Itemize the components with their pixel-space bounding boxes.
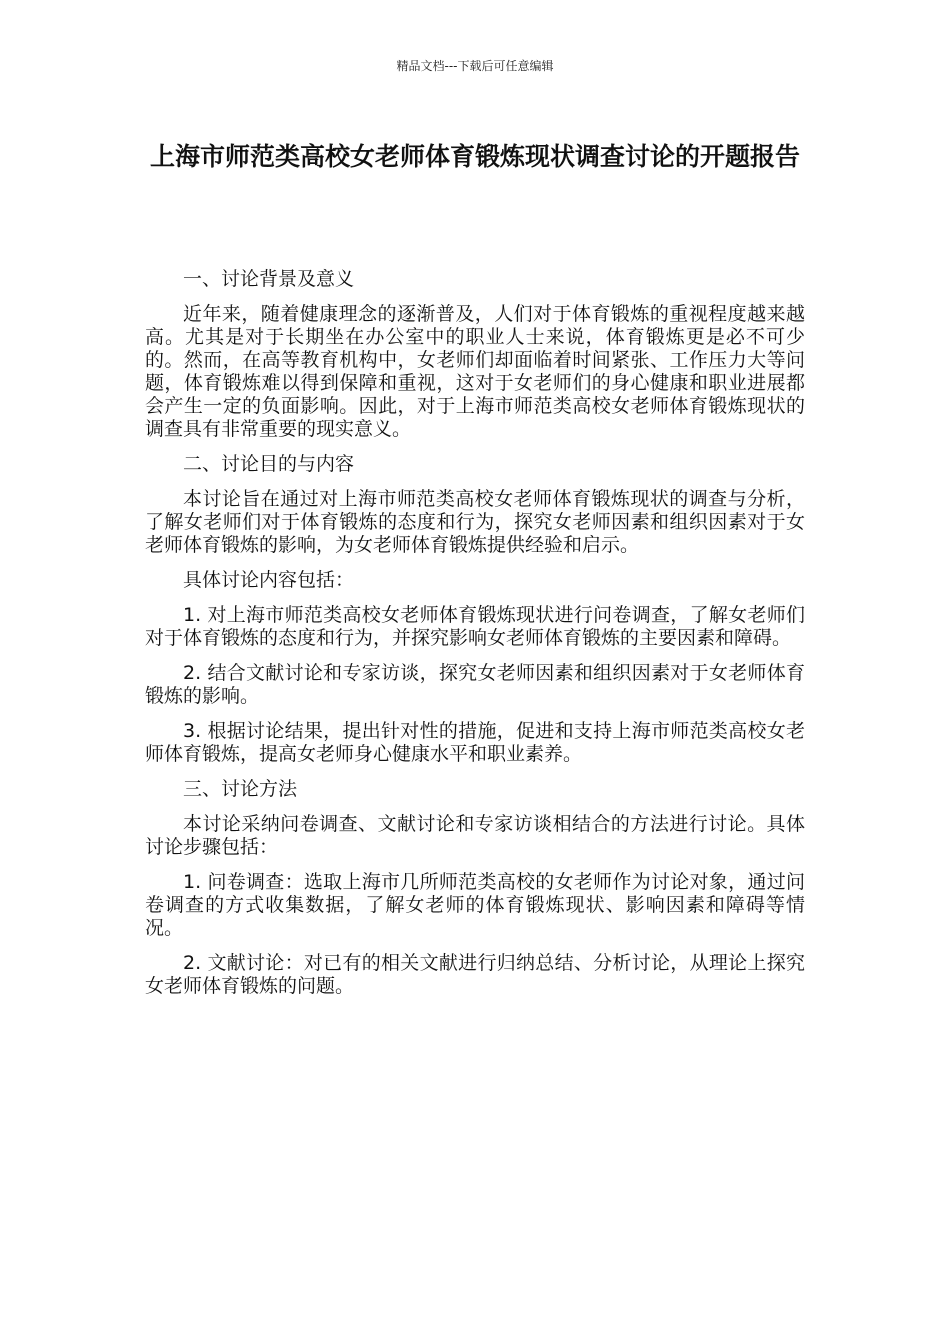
- header-note: 精品文档---下载后可任意编辑: [396, 59, 554, 73]
- section-heading-purpose: 二、讨论目的与内容: [183, 453, 355, 475]
- list-item-content-2: 2. 结合文献讨论和专家访谈，探究女老师因素和组织因素对于女老师体育锻炼的影响。: [145, 662, 805, 707]
- list-item-content-3: 3. 根据讨论结果，提出针对性的措施，促进和支持上海市师范类高校女老师体育锻炼，提高女老师身心健康水平和职业素养。: [145, 720, 805, 765]
- paragraph-content-intro: 具体讨论内容包括：: [183, 569, 355, 591]
- paragraph-purpose: 本讨论旨在通过对上海市师范类高校女老师体育锻炼现状的调查与分析，了解女老师们对于体育锻炼的态度和行为，探究女老师因素和组织因素对于女老师体育锻炼的影响，为女老师体育锻炼提供经验和启示。: [145, 488, 805, 556]
- section-heading-method: 三、讨论方法: [183, 778, 298, 800]
- list-item-content-1: 1. 对上海市师范类高校女老师体育锻炼现状进行问卷调查，了解女老师们对于体育锻炼的态度和行为，并探究影响女老师体育锻炼的主要因素和障碍。: [145, 604, 805, 649]
- list-item-method-2: 2. 文献讨论：对已有的相关文献进行归纳总结、分析讨论，从理论上探究女老师体育锻炼的问题。: [145, 952, 805, 997]
- paragraph-method: 本讨论采纳问卷调查、文献讨论和专家访谈相结合的方法进行讨论。具体讨论步骤包括：: [145, 813, 805, 858]
- document-title: 上海市师范类高校女老师体育锻炼现状调查讨论的开题报告: [149, 142, 800, 171]
- section-heading-background: 一、讨论背景及意义: [183, 268, 355, 290]
- document-body: [145, 268, 805, 1010]
- paragraph-background: 近年来，随着健康理念的逐渐普及，人们对于体育锻炼的重视程度越来越高。尤其是对于长期坐在办公室中的职业人士来说，体育锻炼更是必不可少的。然而，在高等教育机构中，女老师们却面临着时间紧张、工作压力大等问题，体育锻炼难以得到保障和重视，这对于女老师们的身心健康和职业进展都会产生一定的负面影响。因此，对于上海市师范类高校女老师体育锻炼现状的调查具有非常重要的现实意义。: [145, 303, 805, 440]
- list-item-method-1: 1. 问卷调查：选取上海市几所师范类高校的女老师作为讨论对象，通过问卷调查的方式收集数据，了解女老师的体育锻炼现状、影响因素和障碍等情况。: [145, 871, 805, 939]
